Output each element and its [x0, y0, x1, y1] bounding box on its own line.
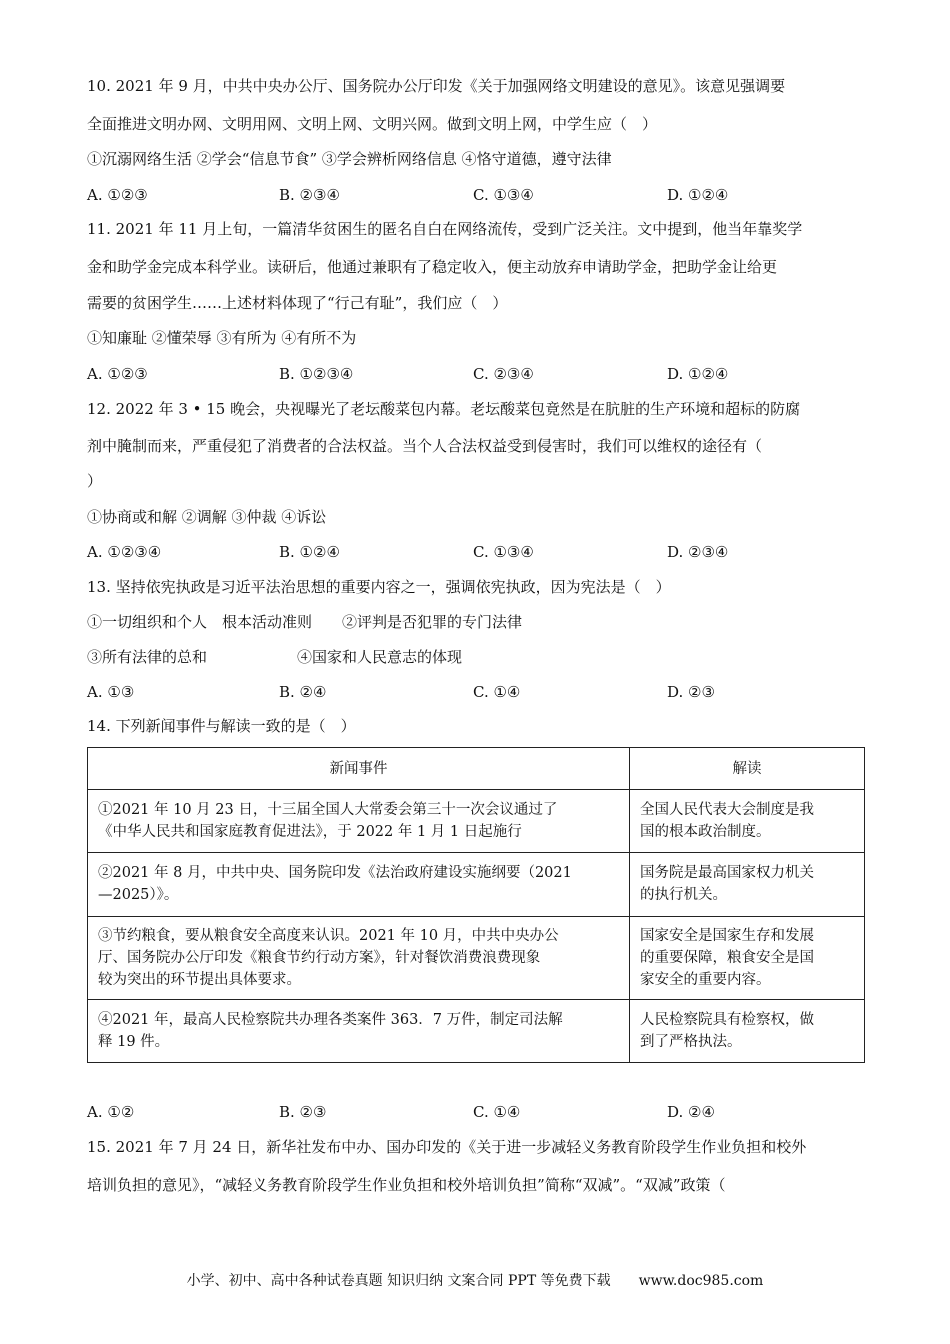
question-10-text: 全面推进文明办网、文明用网、文明上网、文明兴网。做到文明上网，中学生应（ ） — [87, 115, 658, 133]
option-a: A. ①③ — [87, 683, 135, 701]
reading-text: 国的根本政治制度。 — [640, 824, 771, 841]
reading-text: 的重要保障，粮食安全是国 — [640, 949, 814, 966]
event-text: 较为突出的环节提出具体要求。 — [98, 971, 301, 988]
event-cell — [88, 790, 630, 853]
question-12-text: 剂中腌制而来，严重侵犯了消费者的合法权益。当个人合法权益受到侵害时，我们可以维权的途径有（ — [87, 437, 763, 455]
question-11-text: 11. 2021 年 11 月上旬，一篇清华贫困生的匿名自白在网络流传，受到广泛关注。文中提到，他当年靠奖学 — [87, 220, 803, 238]
reading-text: 到了严格执法。 — [640, 1033, 742, 1050]
question-15-text: 15. 2021 年 7 月 24 日，新华社发布中办、国办印发的《关于进一步减轻义务教育阶段学生作业负担和校外 — [87, 1138, 807, 1156]
option-d: D. ②③ — [667, 683, 715, 701]
option-c: C. ①④ — [473, 1103, 521, 1121]
event-cell — [88, 916, 630, 999]
reading-cell — [630, 853, 865, 916]
table-row — [88, 853, 865, 916]
option-d: D. ②④ — [667, 1103, 715, 1121]
question-14-options — [87, 1102, 887, 1122]
table-row — [88, 999, 865, 1062]
option-c: C. ①③④ — [473, 543, 534, 561]
event-text: ①2021 年 10 月 23 日，十三届全国人大常委会第三十一次会议通过了 — [98, 802, 558, 819]
question-13-items: ①一切组织和个人 根本活动准则 ②评判是否犯罪的专门法律 — [87, 613, 523, 631]
event-cell — [88, 999, 630, 1062]
question-11-items: ①知廉耻 ②懂荣辱 ③有所为 ④有所不为 — [87, 329, 357, 347]
reading-text: 国家安全是国家生存和发展 — [640, 927, 814, 944]
question-12-text: ） — [87, 472, 103, 490]
question-11-text: 金和助学金完成本科学业。读研后，他通过兼职有了稳定收入，便主动放弃申请助学金，把助学金让给更 — [87, 258, 778, 276]
reading-text: 全国人民代表大会制度是我 — [640, 802, 814, 819]
option-d: D. ①②④ — [667, 186, 729, 204]
question-12-text: 12. 2022 年 3 • 15 晚会，央视曝光了老坛酸菜包内幕。老坛酸菜包竟然是在肮脏的生产环境和超标的防腐 — [87, 400, 801, 418]
event-text: 厅、国务院办公厅印发《粮食节约行动方案》，针对餐饮消费浪费现象 — [98, 949, 541, 966]
question-10-text: 10. 2021 年 9 月，中共中央办公厅、国务院办公厅印发《关于加强网络文明建设的意见》。该意见强调要 — [87, 77, 786, 95]
reading-text: 人民检察院具有检察权，做 — [640, 1011, 814, 1028]
option-a: A. ①②③ — [87, 186, 148, 204]
question-14-text: 14. 下列新闻事件与解读一致的是（ ） — [87, 717, 356, 735]
option-c: C. ①③④ — [473, 186, 534, 204]
news-table — [87, 747, 865, 1063]
question-12-options — [87, 542, 887, 562]
event-text: 《中华人民共和国家庭教育促进法》，于 2022 年 1 月 1 日起施行 — [98, 824, 522, 841]
option-b: B. ①②④ — [279, 543, 340, 561]
option-d: D. ②③④ — [667, 543, 729, 561]
event-text: ④2021 年，最高人民检察院共办理各类案件 363．7 万件，制定司法解 — [98, 1011, 563, 1028]
reading-text: 国务院是最高国家权力机关 — [640, 865, 814, 882]
question-13-items: ③所有法律的总和 ④国家和人民意志的体现 — [87, 648, 463, 666]
table-row — [88, 790, 865, 853]
option-a: A. ①②③④ — [87, 543, 162, 561]
question-12-items: ①协商或和解 ②调解 ③仲裁 ④诉讼 — [87, 508, 327, 526]
option-c: C. ②③④ — [473, 365, 534, 383]
reading-cell — [630, 916, 865, 999]
question-10-items: ①沉溺网络生活 ②学会“信息节食” ③学会辨析网络信息 ④恪守道德，遵守法律 — [87, 150, 612, 168]
option-b: B. ①②③④ — [279, 365, 354, 383]
column-header-event: 新闻事件 — [88, 748, 630, 790]
option-b: B. ②③④ — [279, 186, 340, 204]
event-text: 释 19 件。 — [98, 1033, 170, 1050]
reading-text: 家安全的重要内容。 — [640, 971, 771, 988]
event-text: —2025）》。 — [98, 887, 179, 904]
option-b: B. ②③ — [279, 1103, 327, 1121]
table-row — [88, 916, 865, 999]
event-text: ③节约粮食，要从粮食安全高度来认识。2021 年 10 月，中共中央办公 — [98, 927, 559, 944]
question-11-text: 需要的贫困学生……上述材料体现了“行己有耻”，我们应（ ） — [87, 294, 508, 312]
question-11-options — [87, 364, 887, 384]
option-a: A. ①②③ — [87, 365, 148, 383]
event-text: ②2021 年 8 月，中共中央、国务院印发《法治政府建设实施纲要（2021 — [98, 865, 572, 882]
column-header-reading: 解读 — [630, 748, 865, 790]
event-cell — [88, 853, 630, 916]
question-13-text: 13. 坚持依宪执政是习近平法治思想的重要内容之一，强调依宪执政，因为宪法是（ ） — [87, 578, 671, 596]
reading-cell — [630, 999, 865, 1062]
reading-cell — [630, 790, 865, 853]
reading-text: 的执行机关。 — [640, 887, 727, 904]
option-b: B. ②④ — [279, 683, 327, 701]
question-13-options — [87, 682, 887, 702]
question-10-options — [87, 185, 887, 205]
page-footer: 小学、初中、高中各种试卷真题 知识归纳 文案合同 PPT 等免费下载 www.doc985.com — [186, 1273, 764, 1289]
table-header-row — [88, 748, 865, 790]
option-c: C. ①④ — [473, 683, 521, 701]
option-d: D. ①②④ — [667, 365, 729, 383]
question-15-text: 培训负担的意见》，“减轻义务教育阶段学生作业负担和校外培训负担”简称“双减”。“双减”政策（ — [87, 1176, 726, 1194]
option-a: A. ①② — [87, 1103, 135, 1121]
